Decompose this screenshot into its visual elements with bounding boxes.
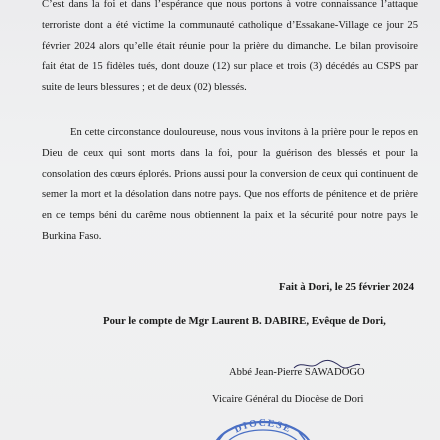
signatory-title: Vicaire Général du Diocèse de Dori: [212, 394, 364, 405]
place-date: Fait à Dori, le 25 février 2024: [278, 281, 414, 293]
on-behalf-line: Pour le compte de Mgr Laurent B. DABIRE, Evêque de Dori,: [103, 315, 386, 327]
signatory-name: Abbé Jean-Pierre SAWADOGO: [229, 367, 365, 378]
diocese-stamp-icon: [205, 404, 320, 440]
svg-text:DIOCESE: [233, 418, 294, 435]
letter-paragraph-2: En cette circonstance douloureuse, nous vous invitons à la prière pour le repos en Dieu de ceux qui sont morts dans la foi, pour la guérison des blessés et pour la consolation des cœurs éplorés. Prions aussi pour la conversion de ceux qui continuent de semer la mort et la désolation dans notre pays. Que nos efforts de pénitence et de prière en ce temps béni du carême nous obtiennent la paix et la sécurité pour notre pays le Burkina Faso.: [42, 127, 418, 242]
stamp-text: DIOCESE: [232, 418, 294, 436]
letter-paragraph-1: C’est dans la foi et dans l’espérance que nous portons à votre connaissance l’attaque terroriste dont a été victime la communauté catholique d’Essakane-Village ce jour 25 février 2024 alors qu’elle était réunie pour la prière du dimanche. Le bilan provisoire fait état de 15 fidèles tués, dont douze (12) sur place et trois (3) décédés au CSPS par suite de leurs blessures ; et de deux (02) blessés.: [42, 0, 418, 94]
